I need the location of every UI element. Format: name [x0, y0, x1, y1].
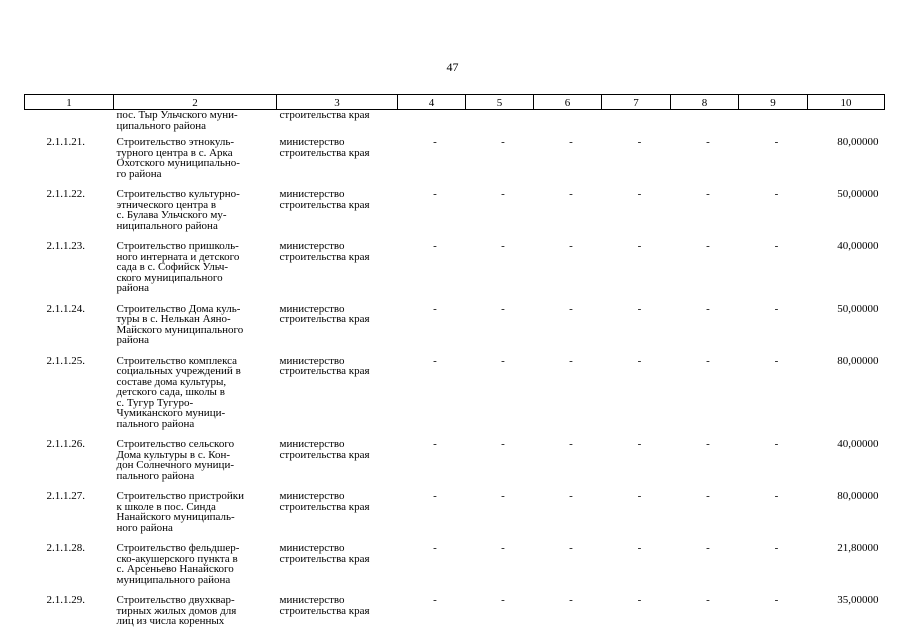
- row-col-8: -: [706, 490, 710, 502]
- row-col-9: -: [774, 136, 779, 148]
- row-col-4: -: [433, 136, 437, 148]
- column-header-3: 3: [277, 95, 398, 110]
- row-col-7: -: [637, 188, 642, 200]
- program-table: [24, 94, 885, 637]
- row-col-9: -: [774, 490, 779, 502]
- row-col-9: -: [774, 188, 779, 200]
- row-col-6: -: [569, 438, 573, 450]
- row-amount: 40,00000: [837, 240, 879, 252]
- row-col-8: -: [706, 542, 710, 554]
- row-name: Строительство культурно- этнического центра в с. Булава Ульчского му- ниципального района: [116, 188, 240, 232]
- row-col-4: -: [433, 594, 437, 606]
- column-header-2: 2: [114, 95, 277, 110]
- row-col-8: -: [706, 136, 710, 148]
- row-col-6: -: [569, 354, 573, 367]
- row-col-5: -: [501, 354, 505, 367]
- row-name: Строительство фельдшер- ско-акушерского пункта в с. Арсеньево Нанайского муниципального района: [116, 542, 240, 586]
- row-col-4: -: [433, 354, 437, 367]
- row-col-7: -: [637, 542, 642, 554]
- row-col-4: -: [433, 188, 437, 200]
- row-amount: 80,00000: [837, 490, 879, 502]
- column-header-9: 9: [739, 95, 808, 110]
- row-col-7: -: [637, 136, 642, 148]
- row-col-9: -: [774, 594, 779, 606]
- row-name: Строительство сельского Дома культуры в с. Кон- дон Солнечного муници- пального района: [116, 438, 235, 482]
- row-col-6: -: [569, 136, 573, 148]
- row-name: Строительство Дома куль- туры в с. Нелькан Аяно- Майского муниципального района: [116, 302, 244, 346]
- row-col-8: -: [706, 354, 710, 367]
- continuation-executor: строительства края: [279, 109, 370, 121]
- table-row: [25, 543, 885, 595]
- table-row: [25, 595, 885, 637]
- row-number: 2.1.1.23.: [46, 240, 85, 252]
- row-col-9: -: [774, 240, 779, 252]
- row-name: Строительство этнокуль- турного центра в с. Арка Охотского муниципально- го района: [116, 136, 240, 180]
- row-col-6: -: [569, 542, 573, 554]
- row-executor: министерство строительства края: [279, 302, 370, 325]
- row-col-8: -: [706, 240, 710, 252]
- row-col-6: -: [569, 490, 573, 502]
- row-col-5: -: [501, 438, 505, 450]
- row-col-4: -: [433, 542, 437, 554]
- column-header-5: 5: [466, 95, 534, 110]
- row-col-5: -: [501, 542, 505, 554]
- row-col-9: -: [774, 542, 779, 554]
- row-col-4: -: [433, 240, 437, 252]
- row-col-5: -: [501, 240, 505, 252]
- row-col-4: -: [433, 438, 437, 450]
- row-number: 2.1.1.24.: [46, 302, 85, 315]
- row-number: 2.1.1.25.: [46, 354, 85, 367]
- row-col-7: -: [637, 240, 642, 252]
- column-header-7: 7: [602, 95, 671, 110]
- row-col-6: -: [569, 240, 573, 252]
- row-amount: 50,00000: [837, 188, 879, 200]
- row-executor: министерство строительства края: [279, 136, 370, 159]
- row-executor: министерство строительства края: [279, 188, 370, 211]
- table-row: [25, 491, 885, 543]
- table-body: [25, 110, 885, 637]
- row-col-5: -: [501, 490, 505, 502]
- row-name: Строительство пришколь- ного интерната и детского сада в с. Софийск Ульч- ского муниципального района: [116, 240, 240, 294]
- page-number: 47: [446, 60, 459, 74]
- table-row: [25, 304, 885, 356]
- row-col-8: -: [706, 438, 710, 450]
- row-col-9: -: [774, 354, 779, 367]
- row-amount: 21,80000: [837, 542, 879, 554]
- row-executor: министерство строительства края: [279, 594, 370, 617]
- row-col-6: -: [569, 188, 573, 200]
- row-amount: 80,00000: [837, 354, 879, 367]
- column-header-8: 8: [671, 95, 739, 110]
- row-number: 2.1.1.21.: [46, 136, 85, 148]
- continuation-name: пос. Тыр Ульчского муни- ципального района: [116, 109, 238, 132]
- table-row: [25, 439, 885, 491]
- row-col-6: -: [569, 302, 573, 315]
- row-amount: 80,00000: [837, 136, 879, 148]
- column-header-1: 1: [25, 95, 114, 110]
- continuation-row: [25, 110, 885, 138]
- row-col-5: -: [501, 188, 505, 200]
- table-row: [25, 137, 885, 189]
- row-number: 2.1.1.28.: [46, 542, 85, 554]
- row-col-8: -: [706, 594, 710, 606]
- column-header-10: 10: [808, 95, 885, 110]
- column-header-4: 4: [398, 95, 466, 110]
- row-number: 2.1.1.22.: [46, 188, 85, 200]
- row-amount: 40,00000: [837, 438, 879, 450]
- table-row: [25, 189, 885, 241]
- row-col-7: -: [637, 302, 642, 315]
- row-col-4: -: [433, 302, 437, 315]
- row-amount: 50,00000: [837, 302, 879, 315]
- continuation-num: [25, 110, 114, 138]
- table-row: [25, 356, 885, 440]
- row-name: Строительство пристройки к школе в пос. Синда Нанайского муниципаль- ного района: [116, 490, 244, 534]
- row-col-5: -: [501, 302, 505, 315]
- row-executor: министерство строительства края: [279, 542, 370, 565]
- row-col-8: -: [706, 302, 710, 315]
- row-executor: министерство строительства края: [279, 490, 370, 513]
- row-name: Строительство комплекса социальных учреждений в составе дома культуры, детского сада, школы в с. Тугур Тугуро- Чумиканского муници- пального района: [116, 354, 241, 430]
- row-number: 2.1.1.26.: [46, 438, 85, 450]
- row-number: 2.1.1.29.: [46, 594, 85, 606]
- row-col-7: -: [637, 354, 642, 367]
- row-col-5: -: [501, 594, 505, 606]
- row-col-9: -: [774, 302, 779, 315]
- column-header-6: 6: [534, 95, 602, 110]
- row-col-7: -: [637, 490, 642, 502]
- row-amount: 35,00000: [837, 594, 879, 606]
- column-number-row: [25, 95, 885, 110]
- row-col-7: -: [637, 438, 642, 450]
- row-number: 2.1.1.27.: [46, 490, 85, 502]
- row-col-4: -: [433, 490, 437, 502]
- table-header: [25, 95, 885, 110]
- row-col-6: -: [569, 594, 573, 606]
- row-executor: министерство строительства края: [279, 438, 370, 461]
- row-executor: министерство строительства края: [279, 240, 370, 263]
- row-col-9: -: [774, 438, 779, 450]
- row-col-5: -: [501, 136, 505, 148]
- row-name: Строительство двухквар- тирных жилых домов для лиц из числа коренных: [116, 594, 237, 627]
- row-col-7: -: [637, 594, 642, 606]
- row-executor: министерство строительства края: [279, 354, 370, 377]
- table-row: [25, 241, 885, 304]
- row-col-8: -: [706, 188, 710, 200]
